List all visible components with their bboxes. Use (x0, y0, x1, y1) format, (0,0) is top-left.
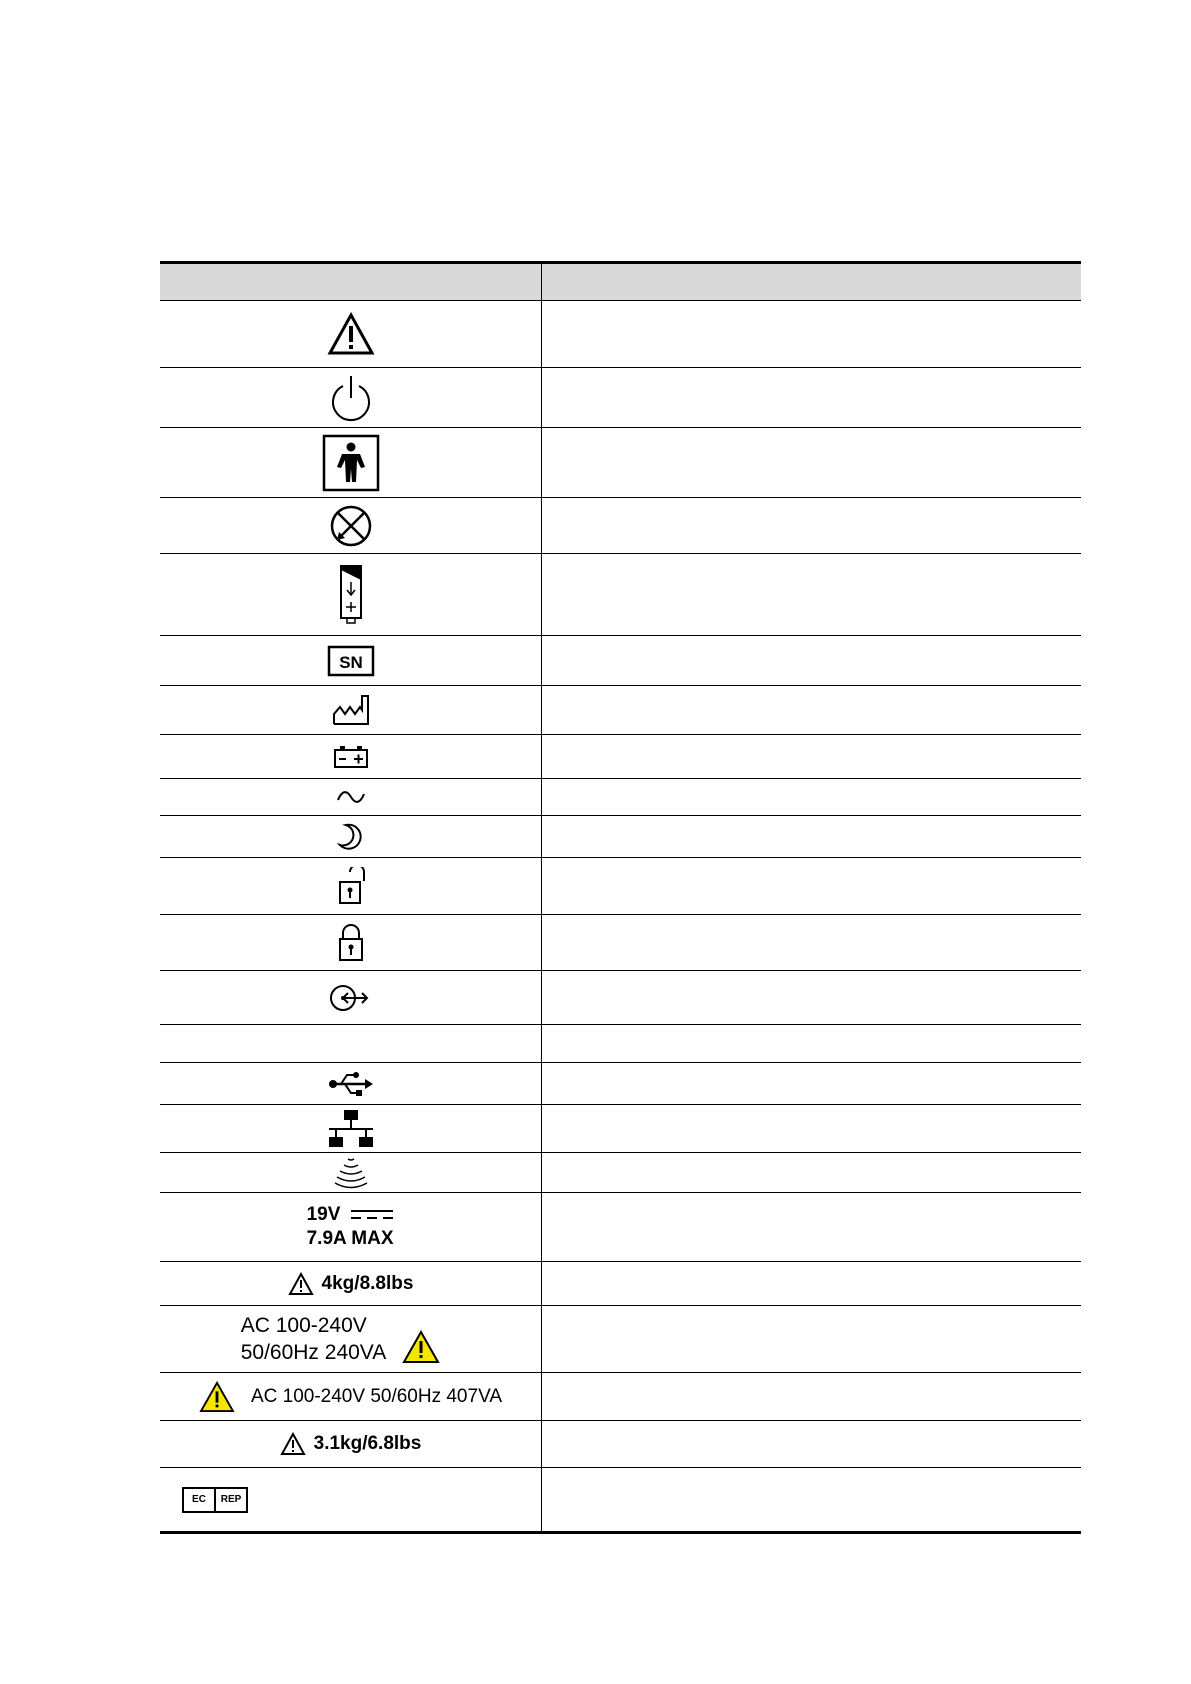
table-row (160, 301, 1081, 368)
row-description (542, 858, 1081, 914)
network-icon (327, 1109, 375, 1149)
table-row (160, 858, 1081, 915)
probe-port-icon (329, 504, 373, 548)
table-row (160, 368, 1081, 428)
table-row (160, 1306, 1081, 1373)
row-description (542, 1105, 1081, 1152)
row-description (542, 686, 1081, 734)
table-row (160, 1262, 1081, 1306)
ec-label: EC (184, 1489, 216, 1511)
ultrasound-probe-icon (331, 1156, 371, 1190)
row-description (542, 1025, 1081, 1062)
dc-rating-icon (307, 1203, 395, 1251)
caution-outline-icon (280, 1432, 306, 1456)
row-description (542, 301, 1081, 367)
table-row (160, 1063, 1081, 1105)
direct-current-icon (350, 1208, 394, 1222)
row-description (542, 1262, 1081, 1305)
table-row (160, 779, 1081, 816)
row-description (542, 554, 1081, 635)
svg-text:SN: SN (338, 652, 363, 672)
row-description (542, 735, 1081, 778)
power-standby-icon (329, 374, 373, 422)
row-description (542, 1153, 1081, 1192)
battery-icon (333, 745, 369, 769)
sleep-moon-icon (336, 822, 366, 852)
rep-label: REP (220, 1494, 242, 1505)
header-symbol (160, 264, 542, 300)
table-row (160, 554, 1081, 636)
row-description (542, 1421, 1081, 1467)
alternating-current-icon (336, 790, 366, 804)
weight-label: 3.1kg/6.8lbs (313, 1433, 422, 1455)
weight-label: 4kg/8.8lbs (321, 1272, 414, 1294)
header-description (542, 264, 1081, 300)
ec-rep-icon (182, 1487, 248, 1513)
ac-frequency-label: 50/60Hz 240VA (240, 1341, 387, 1364)
battery-install-icon (337, 564, 365, 626)
row-description (542, 1373, 1081, 1420)
row-description (542, 1063, 1081, 1104)
row-description (542, 1306, 1081, 1372)
row-description (542, 368, 1081, 427)
table-row (160, 498, 1081, 554)
current-label: 7.9A MAX (306, 1228, 394, 1249)
table-row (160, 735, 1081, 779)
row-description (542, 1468, 1081, 1531)
weight-caution-icon (280, 1432, 422, 1456)
row-description (542, 428, 1081, 497)
row-description (542, 816, 1081, 857)
symbol-table (160, 261, 1081, 1534)
caution-outline-icon (288, 1272, 314, 1296)
table-row (160, 816, 1081, 858)
unlocked-padlock-icon (336, 867, 366, 905)
row-description (542, 498, 1081, 553)
row-description (542, 1193, 1081, 1261)
table-row (160, 1468, 1081, 1531)
table-row (160, 1373, 1081, 1421)
row-description (542, 915, 1081, 970)
caution-yellow-icon (199, 1381, 235, 1413)
table-row (160, 1153, 1081, 1193)
ac-rating-label: AC 100-240V 50/60Hz 407VA (250, 1385, 503, 1407)
ac-voltage-label: AC 100-240V (240, 1313, 367, 1337)
serial-number-icon (327, 645, 375, 677)
table-row (160, 971, 1081, 1025)
caution-yellow-icon (402, 1330, 440, 1364)
table-row (160, 915, 1081, 971)
table-row (160, 428, 1081, 498)
weight-caution-icon (288, 1272, 414, 1296)
manufacture-date-icon (331, 693, 371, 727)
voltage-label: 19V (306, 1204, 341, 1226)
usb-icon (327, 1069, 375, 1099)
row-description (542, 779, 1081, 815)
type-bf-applied-part-icon (322, 434, 380, 492)
row-description (542, 971, 1081, 1024)
ac-rating-caution-icon (241, 1312, 441, 1367)
table-row (160, 1025, 1081, 1063)
table-row (160, 1105, 1081, 1153)
warning-triangle-icon (327, 312, 375, 356)
table-row (160, 1421, 1081, 1468)
ac-rating-caution-icon (199, 1381, 502, 1413)
row-description (542, 636, 1081, 685)
table-row (160, 1193, 1081, 1262)
table-header (160, 264, 1081, 301)
table-row (160, 686, 1081, 735)
video-output-icon (329, 983, 373, 1013)
table-row (160, 636, 1081, 686)
locked-padlock-icon (336, 924, 366, 962)
